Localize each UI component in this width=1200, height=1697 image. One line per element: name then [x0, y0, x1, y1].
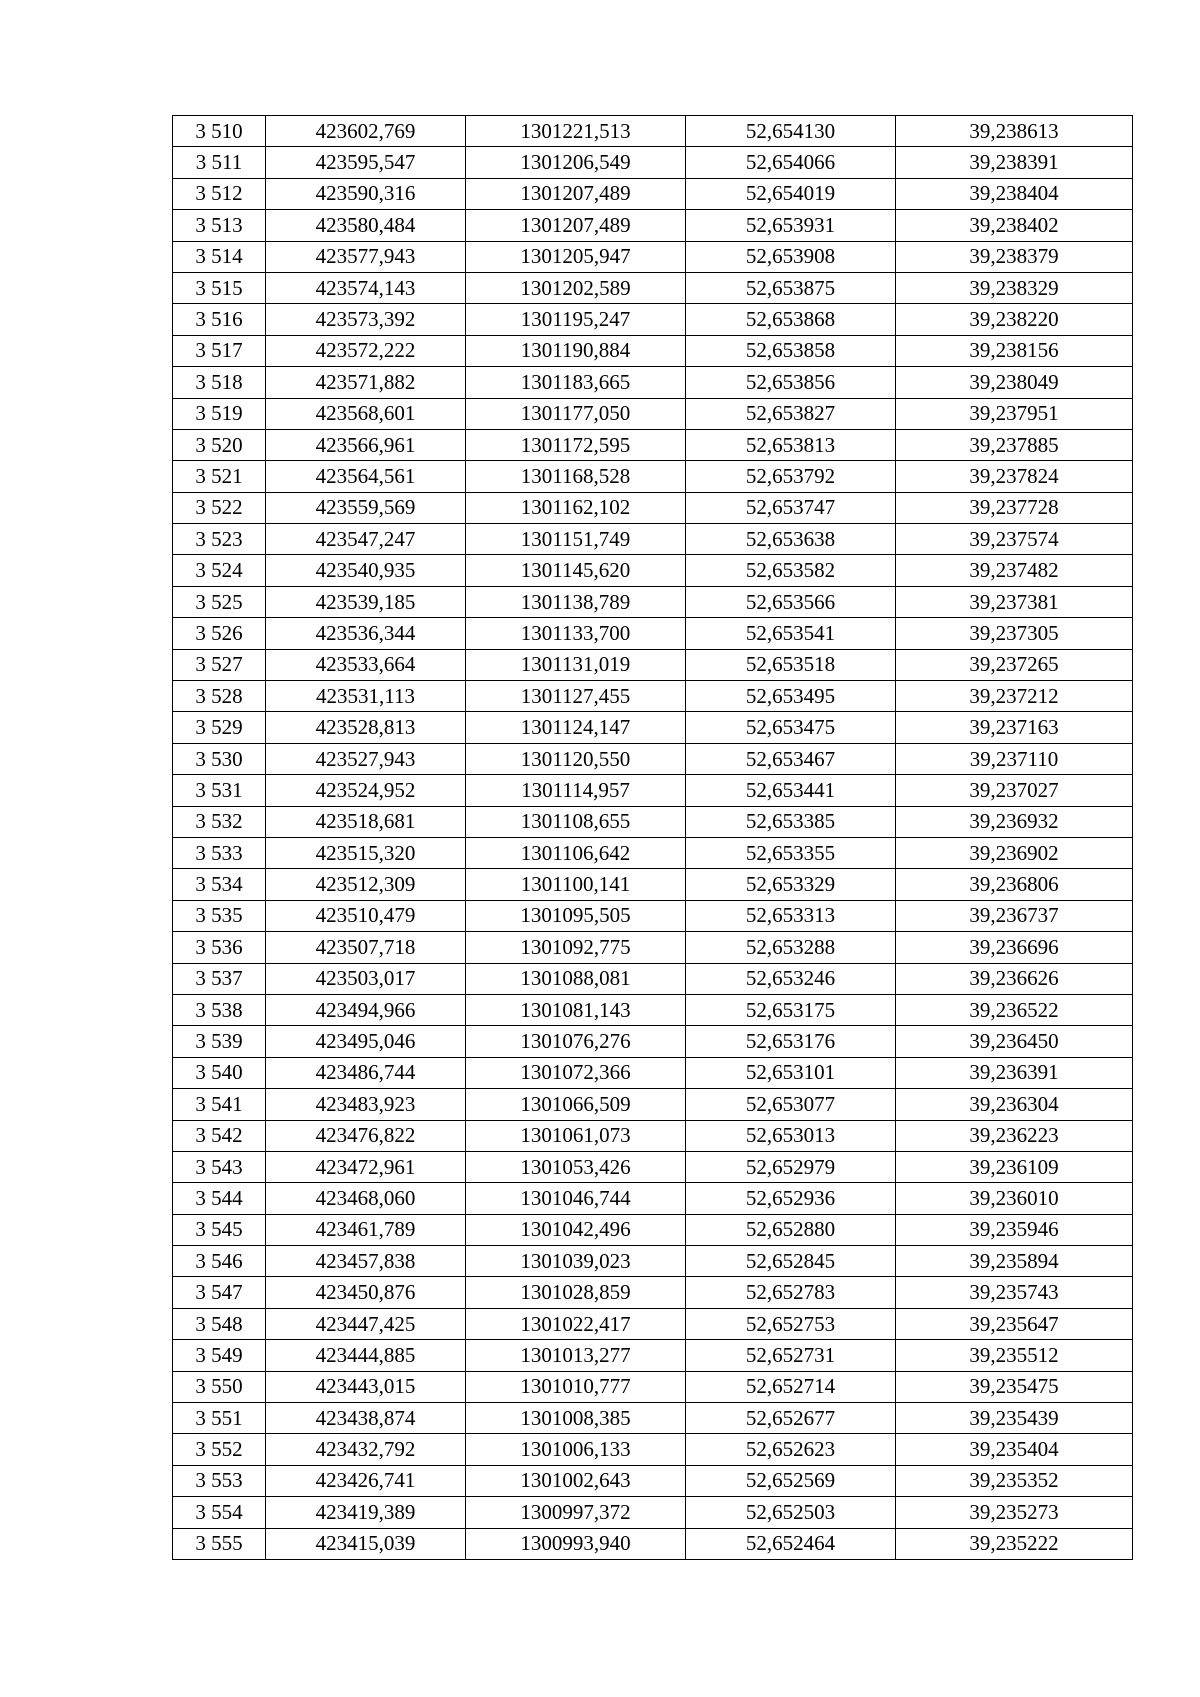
point-number-cell: 3 555: [173, 1528, 266, 1559]
longitude-cell: 39,237574: [896, 524, 1133, 555]
longitude-cell: 39,237482: [896, 555, 1133, 586]
table-row: [173, 1246, 1133, 1277]
x-coordinate-cell: 423547,247: [266, 524, 466, 555]
point-number-cell: 3 534: [173, 869, 266, 900]
point-number-cell: 3 511: [173, 147, 266, 178]
table-row: [173, 1120, 1133, 1151]
latitude-cell: 52,652936: [686, 1183, 896, 1214]
x-coordinate-cell: 423512,309: [266, 869, 466, 900]
y-coordinate-cell: 1301131,019: [466, 649, 686, 680]
x-coordinate-cell: 423476,822: [266, 1120, 466, 1151]
x-coordinate-cell: 423524,952: [266, 775, 466, 806]
point-number-cell: 3 531: [173, 775, 266, 806]
table-row: [173, 367, 1133, 398]
longitude-cell: 39,235352: [896, 1465, 1133, 1496]
point-number-cell: 3 547: [173, 1277, 266, 1308]
latitude-cell: 52,652503: [686, 1497, 896, 1528]
y-coordinate-cell: 1301042,496: [466, 1214, 686, 1245]
y-coordinate-cell: 1301108,655: [466, 806, 686, 837]
point-number-cell: 3 519: [173, 398, 266, 429]
point-number-cell: 3 515: [173, 272, 266, 303]
longitude-cell: 39,236737: [896, 900, 1133, 931]
point-number-cell: 3 521: [173, 461, 266, 492]
latitude-cell: 52,653868: [686, 304, 896, 335]
point-number-cell: 3 517: [173, 335, 266, 366]
x-coordinate-cell: 423443,015: [266, 1371, 466, 1402]
longitude-cell: 39,237212: [896, 681, 1133, 712]
point-number-cell: 3 520: [173, 429, 266, 460]
table-row: [173, 1340, 1133, 1371]
latitude-cell: 52,653582: [686, 555, 896, 586]
point-number-cell: 3 524: [173, 555, 266, 586]
longitude-cell: 39,238379: [896, 241, 1133, 272]
longitude-cell: 39,237265: [896, 649, 1133, 680]
longitude-cell: 39,238402: [896, 210, 1133, 241]
table-row: [173, 649, 1133, 680]
latitude-cell: 52,652783: [686, 1277, 896, 1308]
x-coordinate-cell: 423539,185: [266, 586, 466, 617]
longitude-cell: 39,236223: [896, 1120, 1133, 1151]
y-coordinate-cell: 1301114,957: [466, 775, 686, 806]
longitude-cell: 39,236806: [896, 869, 1133, 900]
table-row: [173, 1434, 1133, 1465]
latitude-cell: 52,653246: [686, 963, 896, 994]
latitude-cell: 52,653475: [686, 712, 896, 743]
longitude-cell: 39,235894: [896, 1246, 1133, 1277]
y-coordinate-cell: 1301022,417: [466, 1308, 686, 1339]
y-coordinate-cell: 1301207,489: [466, 178, 686, 209]
y-coordinate-cell: 1301066,509: [466, 1089, 686, 1120]
y-coordinate-cell: 1301202,589: [466, 272, 686, 303]
table-row: [173, 681, 1133, 712]
table-row: [173, 837, 1133, 868]
table-row: [173, 304, 1133, 335]
x-coordinate-cell: 423518,681: [266, 806, 466, 837]
table-row: [173, 461, 1133, 492]
table-row: [173, 1151, 1133, 1182]
longitude-cell: 39,237728: [896, 492, 1133, 523]
x-coordinate-cell: 423426,741: [266, 1465, 466, 1496]
point-number-cell: 3 525: [173, 586, 266, 617]
x-coordinate-cell: 423468,060: [266, 1183, 466, 1214]
x-coordinate-cell: 423432,792: [266, 1434, 466, 1465]
x-coordinate-cell: 423494,966: [266, 994, 466, 1025]
table-row: [173, 1026, 1133, 1057]
point-number-cell: 3 512: [173, 178, 266, 209]
longitude-cell: 39,235743: [896, 1277, 1133, 1308]
y-coordinate-cell: 1301028,859: [466, 1277, 686, 1308]
y-coordinate-cell: 1301095,505: [466, 900, 686, 931]
latitude-cell: 52,653875: [686, 272, 896, 303]
point-number-cell: 3 535: [173, 900, 266, 931]
x-coordinate-cell: 423540,935: [266, 555, 466, 586]
table-row: [173, 492, 1133, 523]
point-number-cell: 3 522: [173, 492, 266, 523]
latitude-cell: 52,653792: [686, 461, 896, 492]
longitude-cell: 39,237951: [896, 398, 1133, 429]
table-row: [173, 178, 1133, 209]
longitude-cell: 39,237110: [896, 743, 1133, 774]
y-coordinate-cell: 1301138,789: [466, 586, 686, 617]
point-number-cell: 3 544: [173, 1183, 266, 1214]
table-row: [173, 932, 1133, 963]
longitude-cell: 39,235439: [896, 1403, 1133, 1434]
y-coordinate-cell: 1301177,050: [466, 398, 686, 429]
latitude-cell: 52,653495: [686, 681, 896, 712]
y-coordinate-cell: 1301124,147: [466, 712, 686, 743]
point-number-cell: 3 528: [173, 681, 266, 712]
x-coordinate-cell: 423602,769: [266, 116, 466, 147]
x-coordinate-cell: 423573,392: [266, 304, 466, 335]
latitude-cell: 52,653566: [686, 586, 896, 617]
longitude-cell: 39,235946: [896, 1214, 1133, 1245]
x-coordinate-cell: 423528,813: [266, 712, 466, 743]
latitude-cell: 52,653077: [686, 1089, 896, 1120]
latitude-cell: 52,652464: [686, 1528, 896, 1559]
longitude-cell: 39,236304: [896, 1089, 1133, 1120]
point-number-cell: 3 549: [173, 1340, 266, 1371]
latitude-cell: 52,652880: [686, 1214, 896, 1245]
longitude-cell: 39,236902: [896, 837, 1133, 868]
table-row: [173, 1183, 1133, 1214]
x-coordinate-cell: 423419,389: [266, 1497, 466, 1528]
y-coordinate-cell: 1301046,744: [466, 1183, 686, 1214]
y-coordinate-cell: 1301002,643: [466, 1465, 686, 1496]
table-row: [173, 1528, 1133, 1559]
longitude-cell: 39,236010: [896, 1183, 1133, 1214]
point-number-cell: 3 554: [173, 1497, 266, 1528]
table-row: [173, 524, 1133, 555]
point-number-cell: 3 526: [173, 618, 266, 649]
coordinates-table: [172, 115, 1133, 1560]
longitude-cell: 39,238613: [896, 116, 1133, 147]
table-row: [173, 210, 1133, 241]
point-number-cell: 3 541: [173, 1089, 266, 1120]
y-coordinate-cell: 1301106,642: [466, 837, 686, 868]
point-number-cell: 3 533: [173, 837, 266, 868]
point-number-cell: 3 536: [173, 932, 266, 963]
latitude-cell: 52,654019: [686, 178, 896, 209]
point-number-cell: 3 551: [173, 1403, 266, 1434]
latitude-cell: 52,653101: [686, 1057, 896, 1088]
table-row: [173, 147, 1133, 178]
y-coordinate-cell: 1301013,277: [466, 1340, 686, 1371]
longitude-cell: 39,235512: [896, 1340, 1133, 1371]
point-number-cell: 3 537: [173, 963, 266, 994]
longitude-cell: 39,237824: [896, 461, 1133, 492]
y-coordinate-cell: 1301072,366: [466, 1057, 686, 1088]
x-coordinate-cell: 423568,601: [266, 398, 466, 429]
point-number-cell: 3 538: [173, 994, 266, 1025]
y-coordinate-cell: 1301053,426: [466, 1151, 686, 1182]
y-coordinate-cell: 1301127,455: [466, 681, 686, 712]
point-number-cell: 3 510: [173, 116, 266, 147]
latitude-cell: 52,653013: [686, 1120, 896, 1151]
x-coordinate-cell: 423438,874: [266, 1403, 466, 1434]
x-coordinate-cell: 423503,017: [266, 963, 466, 994]
latitude-cell: 52,653908: [686, 241, 896, 272]
x-coordinate-cell: 423595,547: [266, 147, 466, 178]
point-number-cell: 3 514: [173, 241, 266, 272]
y-coordinate-cell: 1301010,777: [466, 1371, 686, 1402]
point-number-cell: 3 539: [173, 1026, 266, 1057]
latitude-cell: 52,653176: [686, 1026, 896, 1057]
latitude-cell: 52,653329: [686, 869, 896, 900]
point-number-cell: 3 530: [173, 743, 266, 774]
table-row: [173, 743, 1133, 774]
table-row: [173, 806, 1133, 837]
x-coordinate-cell: 423574,143: [266, 272, 466, 303]
y-coordinate-cell: 1301206,549: [466, 147, 686, 178]
latitude-cell: 52,654130: [686, 116, 896, 147]
longitude-cell: 39,237305: [896, 618, 1133, 649]
longitude-cell: 39,237163: [896, 712, 1133, 743]
longitude-cell: 39,236391: [896, 1057, 1133, 1088]
point-number-cell: 3 513: [173, 210, 266, 241]
longitude-cell: 39,238329: [896, 272, 1133, 303]
x-coordinate-cell: 423415,039: [266, 1528, 466, 1559]
latitude-cell: 52,653931: [686, 210, 896, 241]
point-number-cell: 3 516: [173, 304, 266, 335]
table-row: [173, 1089, 1133, 1120]
latitude-cell: 52,653813: [686, 429, 896, 460]
y-coordinate-cell: 1301172,595: [466, 429, 686, 460]
x-coordinate-cell: 423507,718: [266, 932, 466, 963]
x-coordinate-cell: 423444,885: [266, 1340, 466, 1371]
point-number-cell: 3 529: [173, 712, 266, 743]
y-coordinate-cell: 1301088,081: [466, 963, 686, 994]
coordinates-table-body: [173, 116, 1133, 1560]
point-number-cell: 3 518: [173, 367, 266, 398]
longitude-cell: 39,238404: [896, 178, 1133, 209]
table-row: [173, 1277, 1133, 1308]
table-row: [173, 1057, 1133, 1088]
table-row: [173, 1497, 1133, 1528]
y-coordinate-cell: 1301133,700: [466, 618, 686, 649]
longitude-cell: 39,235222: [896, 1528, 1133, 1559]
table-row: [173, 241, 1133, 272]
longitude-cell: 39,235404: [896, 1434, 1133, 1465]
table-row: [173, 775, 1133, 806]
x-coordinate-cell: 423531,113: [266, 681, 466, 712]
x-coordinate-cell: 423486,744: [266, 1057, 466, 1088]
table-row: [173, 1403, 1133, 1434]
y-coordinate-cell: 1301145,620: [466, 555, 686, 586]
x-coordinate-cell: 423527,943: [266, 743, 466, 774]
longitude-cell: 39,237381: [896, 586, 1133, 617]
y-coordinate-cell: 1301162,102: [466, 492, 686, 523]
latitude-cell: 52,653355: [686, 837, 896, 868]
latitude-cell: 52,653175: [686, 994, 896, 1025]
table-row: [173, 335, 1133, 366]
x-coordinate-cell: 423533,664: [266, 649, 466, 680]
x-coordinate-cell: 423472,961: [266, 1151, 466, 1182]
x-coordinate-cell: 423571,882: [266, 367, 466, 398]
latitude-cell: 52,652979: [686, 1151, 896, 1182]
x-coordinate-cell: 423559,569: [266, 492, 466, 523]
x-coordinate-cell: 423457,838: [266, 1246, 466, 1277]
table-row: [173, 1465, 1133, 1496]
x-coordinate-cell: 423572,222: [266, 335, 466, 366]
longitude-cell: 39,238220: [896, 304, 1133, 335]
longitude-cell: 39,235475: [896, 1371, 1133, 1402]
latitude-cell: 52,653467: [686, 743, 896, 774]
latitude-cell: 52,652845: [686, 1246, 896, 1277]
longitude-cell: 39,235273: [896, 1497, 1133, 1528]
x-coordinate-cell: 423483,923: [266, 1089, 466, 1120]
x-coordinate-cell: 423577,943: [266, 241, 466, 272]
table-row: [173, 555, 1133, 586]
latitude-cell: 52,652677: [686, 1403, 896, 1434]
table-row: [173, 1371, 1133, 1402]
table-row: [173, 1308, 1133, 1339]
longitude-cell: 39,236522: [896, 994, 1133, 1025]
longitude-cell: 39,237885: [896, 429, 1133, 460]
table-row: [173, 963, 1133, 994]
latitude-cell: 52,653541: [686, 618, 896, 649]
y-coordinate-cell: 1301006,133: [466, 1434, 686, 1465]
y-coordinate-cell: 1301168,528: [466, 461, 686, 492]
y-coordinate-cell: 1301076,276: [466, 1026, 686, 1057]
latitude-cell: 52,652731: [686, 1340, 896, 1371]
y-coordinate-cell: 1300997,372: [466, 1497, 686, 1528]
latitude-cell: 52,654066: [686, 147, 896, 178]
y-coordinate-cell: 1301120,550: [466, 743, 686, 774]
x-coordinate-cell: 423461,789: [266, 1214, 466, 1245]
y-coordinate-cell: 1301183,665: [466, 367, 686, 398]
latitude-cell: 52,653858: [686, 335, 896, 366]
table-row: [173, 1214, 1133, 1245]
y-coordinate-cell: 1301151,749: [466, 524, 686, 555]
table-row: [173, 618, 1133, 649]
latitude-cell: 52,652623: [686, 1434, 896, 1465]
longitude-cell: 39,235647: [896, 1308, 1133, 1339]
longitude-cell: 39,236932: [896, 806, 1133, 837]
y-coordinate-cell: 1301039,023: [466, 1246, 686, 1277]
latitude-cell: 52,653441: [686, 775, 896, 806]
latitude-cell: 52,652753: [686, 1308, 896, 1339]
y-coordinate-cell: 1301008,385: [466, 1403, 686, 1434]
x-coordinate-cell: 423450,876: [266, 1277, 466, 1308]
y-coordinate-cell: 1301081,143: [466, 994, 686, 1025]
y-coordinate-cell: 1301205,947: [466, 241, 686, 272]
longitude-cell: 39,238156: [896, 335, 1133, 366]
latitude-cell: 52,653385: [686, 806, 896, 837]
table-row: [173, 398, 1133, 429]
y-coordinate-cell: 1301207,489: [466, 210, 686, 241]
x-coordinate-cell: 423564,561: [266, 461, 466, 492]
latitude-cell: 52,653313: [686, 900, 896, 931]
point-number-cell: 3 527: [173, 649, 266, 680]
longitude-cell: 39,236696: [896, 932, 1133, 963]
longitude-cell: 39,237027: [896, 775, 1133, 806]
y-coordinate-cell: 1301195,247: [466, 304, 686, 335]
y-coordinate-cell: 1301100,141: [466, 869, 686, 900]
y-coordinate-cell: 1301190,884: [466, 335, 686, 366]
table-row: [173, 116, 1133, 147]
y-coordinate-cell: 1301221,513: [466, 116, 686, 147]
latitude-cell: 52,653827: [686, 398, 896, 429]
point-number-cell: 3 532: [173, 806, 266, 837]
y-coordinate-cell: 1300993,940: [466, 1528, 686, 1559]
table-row: [173, 994, 1133, 1025]
point-number-cell: 3 543: [173, 1151, 266, 1182]
x-coordinate-cell: 423495,046: [266, 1026, 466, 1057]
longitude-cell: 39,236109: [896, 1151, 1133, 1182]
x-coordinate-cell: 423590,316: [266, 178, 466, 209]
table-row: [173, 712, 1133, 743]
point-number-cell: 3 542: [173, 1120, 266, 1151]
table-row: [173, 272, 1133, 303]
point-number-cell: 3 545: [173, 1214, 266, 1245]
longitude-cell: 39,236626: [896, 963, 1133, 994]
y-coordinate-cell: 1301092,775: [466, 932, 686, 963]
latitude-cell: 52,653856: [686, 367, 896, 398]
x-coordinate-cell: 423566,961: [266, 429, 466, 460]
latitude-cell: 52,653638: [686, 524, 896, 555]
point-number-cell: 3 546: [173, 1246, 266, 1277]
point-number-cell: 3 553: [173, 1465, 266, 1496]
point-number-cell: 3 548: [173, 1308, 266, 1339]
table-row: [173, 900, 1133, 931]
x-coordinate-cell: 423515,320: [266, 837, 466, 868]
x-coordinate-cell: 423447,425: [266, 1308, 466, 1339]
latitude-cell: 52,653518: [686, 649, 896, 680]
latitude-cell: 52,653747: [686, 492, 896, 523]
point-number-cell: 3 540: [173, 1057, 266, 1088]
longitude-cell: 39,236450: [896, 1026, 1133, 1057]
point-number-cell: 3 552: [173, 1434, 266, 1465]
table-row: [173, 429, 1133, 460]
latitude-cell: 52,652714: [686, 1371, 896, 1402]
longitude-cell: 39,238049: [896, 367, 1133, 398]
x-coordinate-cell: 423580,484: [266, 210, 466, 241]
latitude-cell: 52,652569: [686, 1465, 896, 1496]
x-coordinate-cell: 423510,479: [266, 900, 466, 931]
table-row: [173, 869, 1133, 900]
latitude-cell: 52,653288: [686, 932, 896, 963]
x-coordinate-cell: 423536,344: [266, 618, 466, 649]
point-number-cell: 3 550: [173, 1371, 266, 1402]
point-number-cell: 3 523: [173, 524, 266, 555]
longitude-cell: 39,238391: [896, 147, 1133, 178]
table-row: [173, 586, 1133, 617]
y-coordinate-cell: 1301061,073: [466, 1120, 686, 1151]
